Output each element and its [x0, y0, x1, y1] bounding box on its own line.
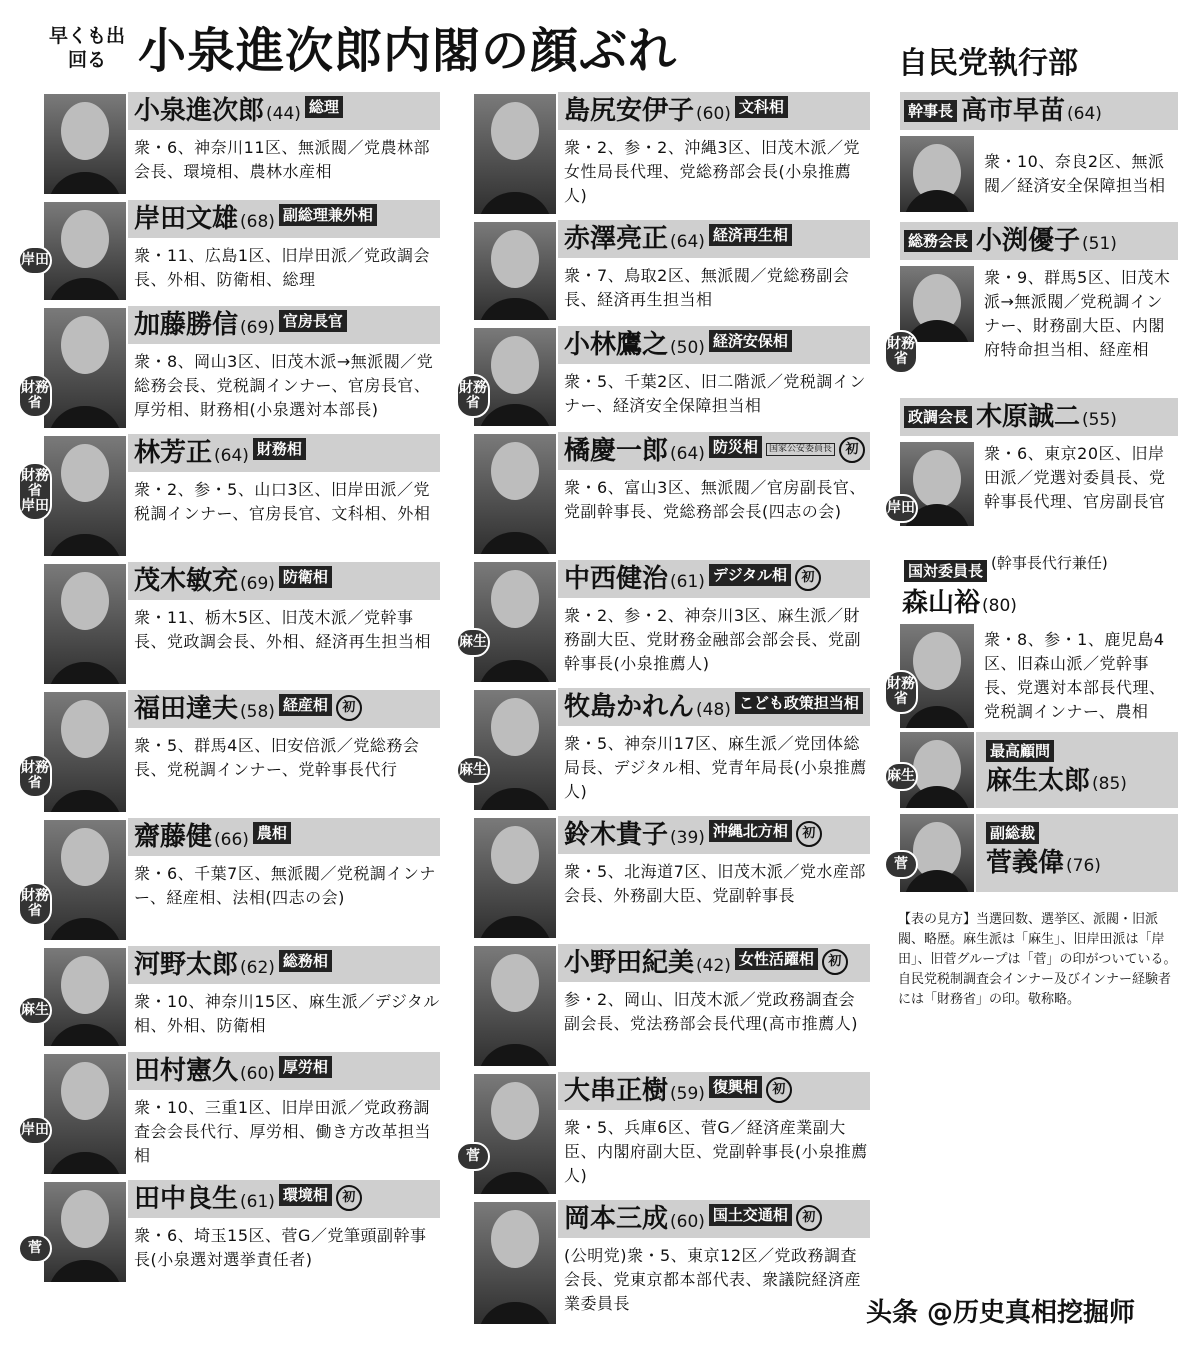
member-card — [21, 688, 440, 816]
member-desc: 衆・10、三重1区、旧岸田派／党政務調査会会長代行、厚労相、働き方改革担当相 — [134, 1098, 432, 1165]
post-badge: 経済安保相 — [709, 330, 792, 352]
portrait-photo — [44, 1054, 126, 1174]
member-desc: 衆・5、兵庫6区、菅G／経済産業副大臣、内閣府副大臣、党副幹事長(小泉推薦人) — [564, 1118, 868, 1185]
member-age: (44) — [266, 104, 301, 124]
name-bar — [558, 92, 870, 130]
name-bar — [128, 562, 440, 600]
party-member-card — [887, 222, 1178, 392]
member-desc: 衆・6、神奈川11区、無派閥／党農林部会長、環境相、農林水産相 — [134, 138, 431, 181]
member-card — [28, 1178, 440, 1286]
post-badge: 総務相 — [279, 950, 332, 972]
member-name: 麻生太郎 — [986, 766, 1091, 796]
member-desc: 衆・8、岡山3区、旧茂木派→無派閥／党総務会長、党税調インナー、官房長官、厚労相、財務相(小泉選対本部長) — [134, 352, 434, 419]
name-bar — [128, 200, 440, 238]
member-age: (42) — [696, 956, 731, 976]
name-bar — [128, 1180, 440, 1218]
post-badge: 経産相 — [279, 694, 332, 716]
first-time-mark: 初 — [839, 437, 865, 463]
member-age: (64) — [214, 446, 249, 466]
member-name: 林芳正 — [134, 438, 213, 468]
concurrent-post-note: (幹事長代行兼任) — [991, 554, 1108, 572]
member-name: 牧島かれん — [564, 692, 695, 722]
member-age: (69) — [240, 574, 275, 594]
name-bar — [900, 92, 1178, 130]
member-desc: 衆・2、参・2、沖縄3区、旧茂木派／党女性局長代理、党総務部会長(小泉推薦人) — [564, 138, 861, 205]
post-badge: デジタル相 — [709, 564, 791, 586]
post-badge: 財務相 — [253, 438, 306, 460]
member-card — [44, 90, 440, 198]
post-badge: 国土交通相 — [709, 1204, 792, 1226]
member-card — [21, 816, 440, 944]
portrait-photo — [474, 94, 556, 214]
member-desc: 衆・5、神奈川17区、麻生派／党団体総局長、デジタル相、党青年局長(小泉推薦人) — [564, 734, 867, 801]
member-desc: 衆・5、北海道7区、旧茂木派／党水産部会長、外務副大臣、党副幹事長 — [564, 862, 866, 905]
member-name: 齋藤健 — [134, 822, 213, 852]
name-bar — [128, 946, 440, 984]
name-bar — [128, 1052, 440, 1090]
portrait-photo — [44, 202, 126, 300]
first-time-mark: 初 — [822, 949, 848, 975]
name-bar — [558, 220, 870, 258]
member-desc: 衆・5、千葉2区、旧二階派／党税調インナー、経済安全保障担当相 — [564, 372, 866, 415]
post-badge: 沖縄北方相 — [709, 820, 792, 842]
member-name: 茂木敏充 — [134, 566, 239, 596]
member-age: (48) — [696, 700, 731, 720]
member-name: 田村憲久 — [134, 1056, 239, 1086]
portrait-photo — [474, 1074, 556, 1194]
post-badge: 総理 — [305, 96, 343, 118]
member-name: 鈴木貴子 — [564, 820, 669, 850]
post-badge: 復興相 — [709, 1076, 762, 1098]
faction-badge: 財務省 — [884, 330, 918, 374]
member-age: (66) — [214, 830, 249, 850]
member-age: (64) — [670, 232, 705, 252]
member-name: 菅義偉 — [986, 848, 1065, 878]
faction-badge: 岸田 — [18, 1116, 52, 1145]
member-desc: 衆・6、千葉7区、無派閥／党税調インナー、経産相、法相(四志の会) — [134, 864, 436, 907]
post-badge: 厚労相 — [279, 1056, 332, 1078]
concurrent-post-badge: 国家公安委員長 — [766, 443, 835, 456]
member-age: (69) — [240, 318, 275, 338]
member-age: (80) — [982, 596, 1017, 616]
faction-badge: 麻生 — [456, 756, 490, 785]
party-role-badge: 総務会長 — [904, 230, 972, 252]
member-age: (68) — [240, 212, 275, 232]
portrait-photo — [44, 436, 126, 556]
name-bar — [128, 434, 440, 472]
post-badge: こども政策担当相 — [735, 692, 863, 714]
member-age: (61) — [670, 572, 705, 592]
faction-badge: 岸田 — [18, 246, 52, 275]
name-bar — [900, 398, 1178, 436]
post-badge: 文科相 — [735, 96, 788, 118]
faction-badge: 財務省 — [456, 374, 490, 418]
member-desc: 衆・6、埼玉15区、菅G／党筆頭副幹事長(小泉選対選挙責任者) — [134, 1226, 427, 1269]
faction-badge: 財務省 — [18, 882, 52, 926]
member-age: (58) — [240, 702, 275, 722]
party-role-badge: 国対委員長 — [904, 560, 987, 582]
name-bar — [900, 222, 1178, 260]
party-role-badge: 副総裁 — [986, 822, 1039, 844]
party-member-card — [900, 92, 1178, 216]
first-time-mark: 初 — [796, 1205, 822, 1231]
member-name: 岡本三成 — [564, 1204, 669, 1234]
name-bar — [558, 326, 870, 364]
post-badge: 副総理兼外相 — [279, 204, 377, 226]
member-name: 橘慶一郎 — [564, 436, 669, 466]
member-age: (51) — [1082, 234, 1117, 254]
post-badge: 防災相 — [709, 436, 762, 458]
member-age: (60) — [240, 1064, 275, 1084]
portrait-photo — [44, 564, 126, 684]
faction-badge: 菅 — [456, 1142, 490, 1171]
member-age: (60) — [696, 104, 731, 124]
member-age: (61) — [240, 1192, 275, 1212]
name-bar — [558, 816, 870, 854]
member-name: 森山裕 — [902, 588, 981, 618]
first-time-mark: 初 — [796, 821, 822, 847]
party-role-badge: 政調会長 — [904, 406, 972, 428]
member-name: 小野田紀美 — [564, 948, 695, 978]
member-desc: 衆・2、参・5、山口3区、旧岸田派／党税調インナー、官房長官、文科相、外相 — [134, 480, 431, 523]
member-card — [474, 1198, 870, 1328]
member-desc: 衆・9、群馬5区、旧茂木派→無派閥／党税調インナー、財務副大臣、内閣府特命担当相、経産相 — [984, 268, 1171, 359]
member-card — [474, 942, 870, 1070]
party-member-card — [887, 398, 1178, 546]
member-name: 岸田文雄 — [134, 204, 239, 234]
name-bar — [558, 1200, 870, 1238]
portrait-photo — [44, 948, 126, 1046]
member-card — [474, 430, 870, 558]
post-badge: 女性活躍相 — [735, 948, 818, 970]
member-age: (55) — [1082, 410, 1117, 430]
faction-badge: 財務省 岸田 — [18, 462, 52, 521]
member-card — [459, 558, 870, 686]
party-role-badge: 幹事長 — [904, 100, 957, 122]
member-desc: 衆・11、広島1区、旧岸田派／党政調会長、外相、防衛相、総理 — [134, 246, 431, 289]
faction-badge: 菅 — [18, 1234, 52, 1263]
portrait-photo — [474, 818, 556, 938]
faction-badge: 菅 — [884, 850, 918, 879]
portrait-photo — [474, 690, 556, 810]
portrait-photo — [44, 820, 126, 940]
member-age: (60) — [670, 1212, 705, 1232]
portrait-photo — [44, 692, 126, 812]
member-card — [459, 324, 870, 430]
member-card — [21, 1050, 440, 1178]
portrait-photo — [474, 1202, 556, 1324]
portrait-photo — [44, 1182, 126, 1282]
party-role-badge: 最高顧問 — [986, 740, 1054, 762]
name-bar — [128, 818, 440, 856]
name-bar — [128, 306, 440, 344]
member-desc: 衆・2、参・2、神奈川3区、麻生派／財務副大臣、党財務金融部会部会長、党副幹事長(小泉推薦人) — [564, 606, 862, 673]
member-name: 島尻安伊子 — [564, 96, 695, 126]
member-card — [466, 1070, 870, 1198]
member-name: 福田達夫 — [134, 694, 239, 724]
member-name: 木原誠二 — [976, 402, 1081, 432]
party-member-card — [894, 814, 1178, 896]
party-section-title: 自民党執行部 — [898, 46, 1078, 81]
member-desc: 参・2、岡山、旧茂木派／党政務調査会副会長、党法務部会長代理(高市推薦人) — [564, 990, 858, 1033]
name-bar — [558, 688, 870, 726]
member-name: 田中良生 — [134, 1184, 239, 1214]
post-badge: 経済再生相 — [709, 224, 792, 246]
member-card — [21, 198, 440, 304]
member-card — [21, 304, 440, 432]
member-age: (59) — [670, 1084, 705, 1104]
member-age: (62) — [240, 958, 275, 978]
first-time-mark: 初 — [766, 1077, 792, 1103]
member-card — [44, 560, 440, 688]
first-time-mark: 初 — [336, 1185, 362, 1211]
member-desc: 衆・6、東京20区、旧岸田派／党選対委員長、党幹事長代理、官房副長官 — [984, 444, 1166, 511]
faction-badge: 岸田 — [884, 494, 918, 523]
member-age: (39) — [670, 828, 705, 848]
party-member-card — [887, 732, 1178, 812]
watermark: 头条 @历史真相挖掘师 — [860, 1292, 1141, 1329]
member-name: 小渕優子 — [976, 226, 1081, 256]
portrait-photo — [474, 946, 556, 1066]
member-card — [21, 432, 440, 560]
faction-badge: 麻生 — [456, 628, 490, 657]
first-time-mark: 初 — [795, 565, 821, 591]
name-bar — [558, 1072, 870, 1110]
header-tag: 早くも出回る — [48, 25, 125, 71]
faction-badge: 財務省 — [884, 670, 918, 714]
faction-badge: 麻生 — [18, 996, 52, 1025]
name-bar — [128, 690, 440, 728]
name-bar — [558, 432, 870, 470]
member-desc: (公明党)衆・5、東京12区／党政務調査会長、党東京都本部代表、衆議院経済産業委員長 — [564, 1246, 862, 1313]
member-name: 加藤勝信 — [134, 310, 239, 340]
member-name: 小林鷹之 — [564, 330, 669, 360]
member-name: 小泉進次郎 — [134, 96, 265, 126]
name-bar — [128, 92, 440, 130]
portrait-photo — [474, 434, 556, 554]
name-line — [902, 584, 1017, 625]
first-time-mark: 初 — [336, 695, 362, 721]
portrait-photo — [44, 94, 126, 194]
faction-badge: 財務省 — [18, 754, 52, 798]
member-card — [459, 686, 870, 814]
member-age: (50) — [670, 338, 705, 358]
member-desc: 衆・10、奈良2区、無派閥／経済安全保障担当相 — [984, 152, 1166, 195]
portrait-photo — [44, 308, 126, 428]
portrait-photo — [900, 136, 974, 212]
name-panel — [976, 732, 1178, 808]
portrait-photo — [474, 562, 556, 682]
member-name: 大串正樹 — [564, 1076, 669, 1106]
member-age: (64) — [1067, 104, 1102, 124]
member-desc: 衆・10、神奈川15区、麻生派／デジタル相、外相、防衛相 — [134, 992, 440, 1035]
page-title: 小泉進次郎内閣の顔ぶれ — [138, 23, 678, 79]
member-card — [474, 90, 870, 218]
post-badge: 農相 — [253, 822, 291, 844]
faction-badge: 麻生 — [884, 762, 918, 791]
member-name: 河野太郎 — [134, 950, 239, 980]
post-badge: 官房長官 — [279, 310, 347, 332]
portrait-photo — [900, 266, 974, 342]
member-desc: 衆・11、栃木5区、旧茂木派／党幹事長、党政調会長、外相、経済再生担当相 — [134, 608, 432, 651]
portrait-photo — [474, 222, 556, 320]
faction-badge: 財務省 — [18, 374, 52, 418]
member-age: (85) — [1092, 774, 1127, 794]
name-bar — [558, 944, 870, 982]
member-desc: 衆・6、富山3区、無派閥／官房副長官、党副幹事長、党総務部会長(四志の会) — [564, 478, 866, 521]
post-badge: 環境相 — [279, 1184, 332, 1206]
member-desc: 衆・8、参・1、鹿児島4区、旧森山派／党幹事長、党選対本部長代理、党税調インナー、農相 — [984, 630, 1166, 721]
name-bar — [558, 560, 870, 598]
member-card — [21, 944, 440, 1050]
member-age: (76) — [1066, 856, 1101, 876]
member-desc: 衆・7、鳥取2区、無派閥／党総務副会長、経済再生担当相 — [564, 266, 850, 309]
legend-note: 【表の見方】当選回数、選挙区、派閥・旧派閥、略歴。麻生派は「麻生」、旧岸田派は「岸田」、旧菅グループは「菅」の印がついている。自民党税制調査会インナー及びインナー経験者には「財務省」の印。敬称略。 — [898, 912, 1177, 1007]
member-card — [474, 218, 870, 324]
post-badge: 防衛相 — [279, 566, 332, 588]
member-desc: 衆・5、群馬4区、旧安倍派／党総務会長、党税調インナー、党幹事長代行 — [134, 736, 420, 779]
party-member-card — [887, 552, 1178, 728]
member-name: 高市早苗 — [961, 96, 1066, 126]
name-panel — [976, 814, 1178, 892]
member-name: 赤澤亮正 — [564, 224, 669, 254]
member-card — [474, 814, 870, 942]
member-age: (64) — [670, 444, 705, 464]
member-name: 中西健治 — [564, 564, 669, 594]
